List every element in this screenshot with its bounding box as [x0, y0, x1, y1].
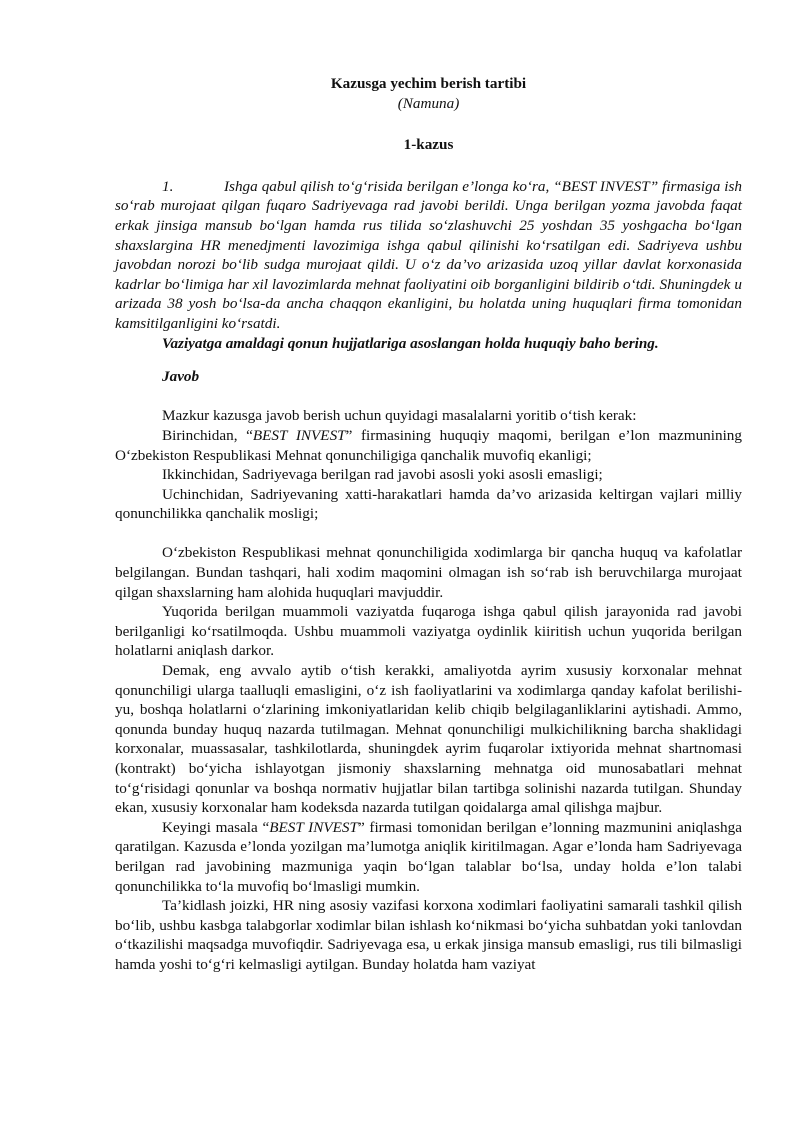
- firm-name: BEST INVEST: [269, 818, 358, 836]
- case-title: 1-kazus: [403, 136, 454, 154]
- case-text: Ishga qabul qilish to‘g‘risida berilgan e’longa ko‘ra, “BEST INVEST” firmasiga ish so‘rab murojaat qilgan fuqaro Sadriyevaga rad javobi berildi. Unga berilgan yozma javobda faqat erkak jinsiga mansub bo‘lgan hamda rus tilida so‘zlashuvchi 25 yoshdan 35 yoshgacha bo‘lgan shaxslargina HR menedjmenti lavozimiga ishga qabul qilinishi ko‘rsatilgan edi. Sadriyeva ushbu javobdan norozi bo‘lib sudga murojaat qildi. U o‘z da’vo arizasida uzoq yillar davlat korxonasida kadrlar bo‘limiga har xil lavozimlarda mehnat faoliyatini oib borganligini bildirib o‘tdi. Shuningdek u arizada 38 yosh bo‘lsa-da ancha chaqqon ekanligini, bu holatda uning huquqlari firma tomonidan kamsitilganligini ko‘rsatdi.: [115, 177, 742, 332]
- answer-paragraph-5: Ta’kidlash joizki, HR ning asosiy vazifasi korxona xodimlari faoliyatini samarali tashkil qilish bo‘lib, ushbu kasbga talabgorlar xodimlar bilan ishlash ko‘nikmasi bo‘yicha suhbatdan yoki tanlovdan o‘tkazilishi maqsadga muvofiqdir. Sadriyevaga esa, u erkak jinsiga mansub emasligi, rus tili bilmasligi hamda yoshi to‘g‘ri kelmasligi aytilgan. Bunday holatda ham vaziyat: [115, 897, 742, 973]
- answer-point-3: Uchinchidan, Sadriyevaning xatti-harakatlari hamda da’vo arizasida keltirgan vajlari milliy qonunchilikka qanchalik mosligi;: [115, 485, 742, 523]
- firm-name: BEST INVEST: [252, 426, 346, 444]
- document-page: [115, 74, 742, 975]
- answer-paragraph-1: O‘zbekiston Respublikasi mehnat qonunchiligida xodimlarga bir qancha huquq va kafolatlar belgilangan. Bundan tashqari, hali xodim maqomini olmagan ish so‘rab ish beruvchilarga murojaat qilgan shaxslarning ham alohida huquqlari mavjuddir.: [115, 544, 742, 601]
- case-description: [115, 177, 742, 334]
- case-number: 1.: [162, 177, 174, 195]
- answer-point-1: Birinchidan, “BEST INVEST” firmasining huquqiy maqomi, berilgan e’lon mazmunining O‘zbekiston Respublikasi Mehnat qonunchiligiga qanchalik muvofiq ekanligi;: [115, 426, 742, 464]
- answer-point-2: Ikkinchidan, Sadriyevaga berilgan rad javobi asosli yoki asosli emasligi;: [162, 466, 603, 484]
- document-subtitle: (Namuna): [397, 94, 460, 112]
- answer-paragraph-4: Keyingi masala “BEST INVEST” firmasi tomonidan berilgan e’lonning mazmunini aniqlashga qaratilgan. Kazusda e’londa yozilgan ma’lumotga aniqlik kiritilmagan. Agar e’londa ham Sadriyevaga berilgan rad javobining mazmuniga yaqin bo‘lgan talablar bo‘lsa, unday holda e’lon talabi qonunchilikka to‘la muvofiq bo‘lmasligi mumkin.: [115, 818, 742, 895]
- answer-heading: Javob: [162, 368, 200, 386]
- document-title: Kazusga yechim berish tartibi: [330, 75, 527, 92]
- answer-paragraph-3: Demak, eng avvalo aytib o‘tish kerakki, amaliyotda ayrim xususiy korxonalar mehnat qonunchiligi ularga taalluqli emasligini, o‘z ish faoliyatlarini va xodimlarga qanday kafolat berilishi-yu, boshqa holatlarni o‘zlarining imkoniyatlaridan kelib chiqib belgilaganliklarini aytishadi. Ammo, qonunda bunday huquq nazarda tutilmagan. Mehnat qonunchiligi mulkichilikning barcha shaklidagi korxonalar, muassasalar, tashkilotlarda, shuningdek ayrim fuqarolar ixtiyorida mehnat shartnomasi (kontrakt) bo‘yicha ishlayotgan jismoniy shaxslarning mehnatga oid munosabatlari mehnat to‘g‘risidagi qonunlar va boshqa normativ hujjatlar bilan tartibga solinishi nazarda tutilgan. Shunday ekan, xususiy korxonalar ham kodeksda nazarda tutilgan qoidalarga amal qilishga majbur.: [115, 662, 742, 817]
- answer-paragraph-2: Yuqorida berilgan muammoli vaziyatda fuqaroga ishga qabul qilish jarayonida rad javobi berilganligi ko‘rsatilmoqda. Ushbu muammoli vaziyatga oydinlik kiiritish uchun yuqorida berilgan holatlarni aniqlash darkor.: [115, 603, 742, 660]
- case-task: Vaziyatga amaldagi qonun hujjatlariga asoslangan holda huquqiy baho bering.: [162, 334, 659, 352]
- answer-intro: Mazkur kazusga javob berish uchun quyidagi masalalarni yoritib o‘tish kerak:: [162, 407, 637, 425]
